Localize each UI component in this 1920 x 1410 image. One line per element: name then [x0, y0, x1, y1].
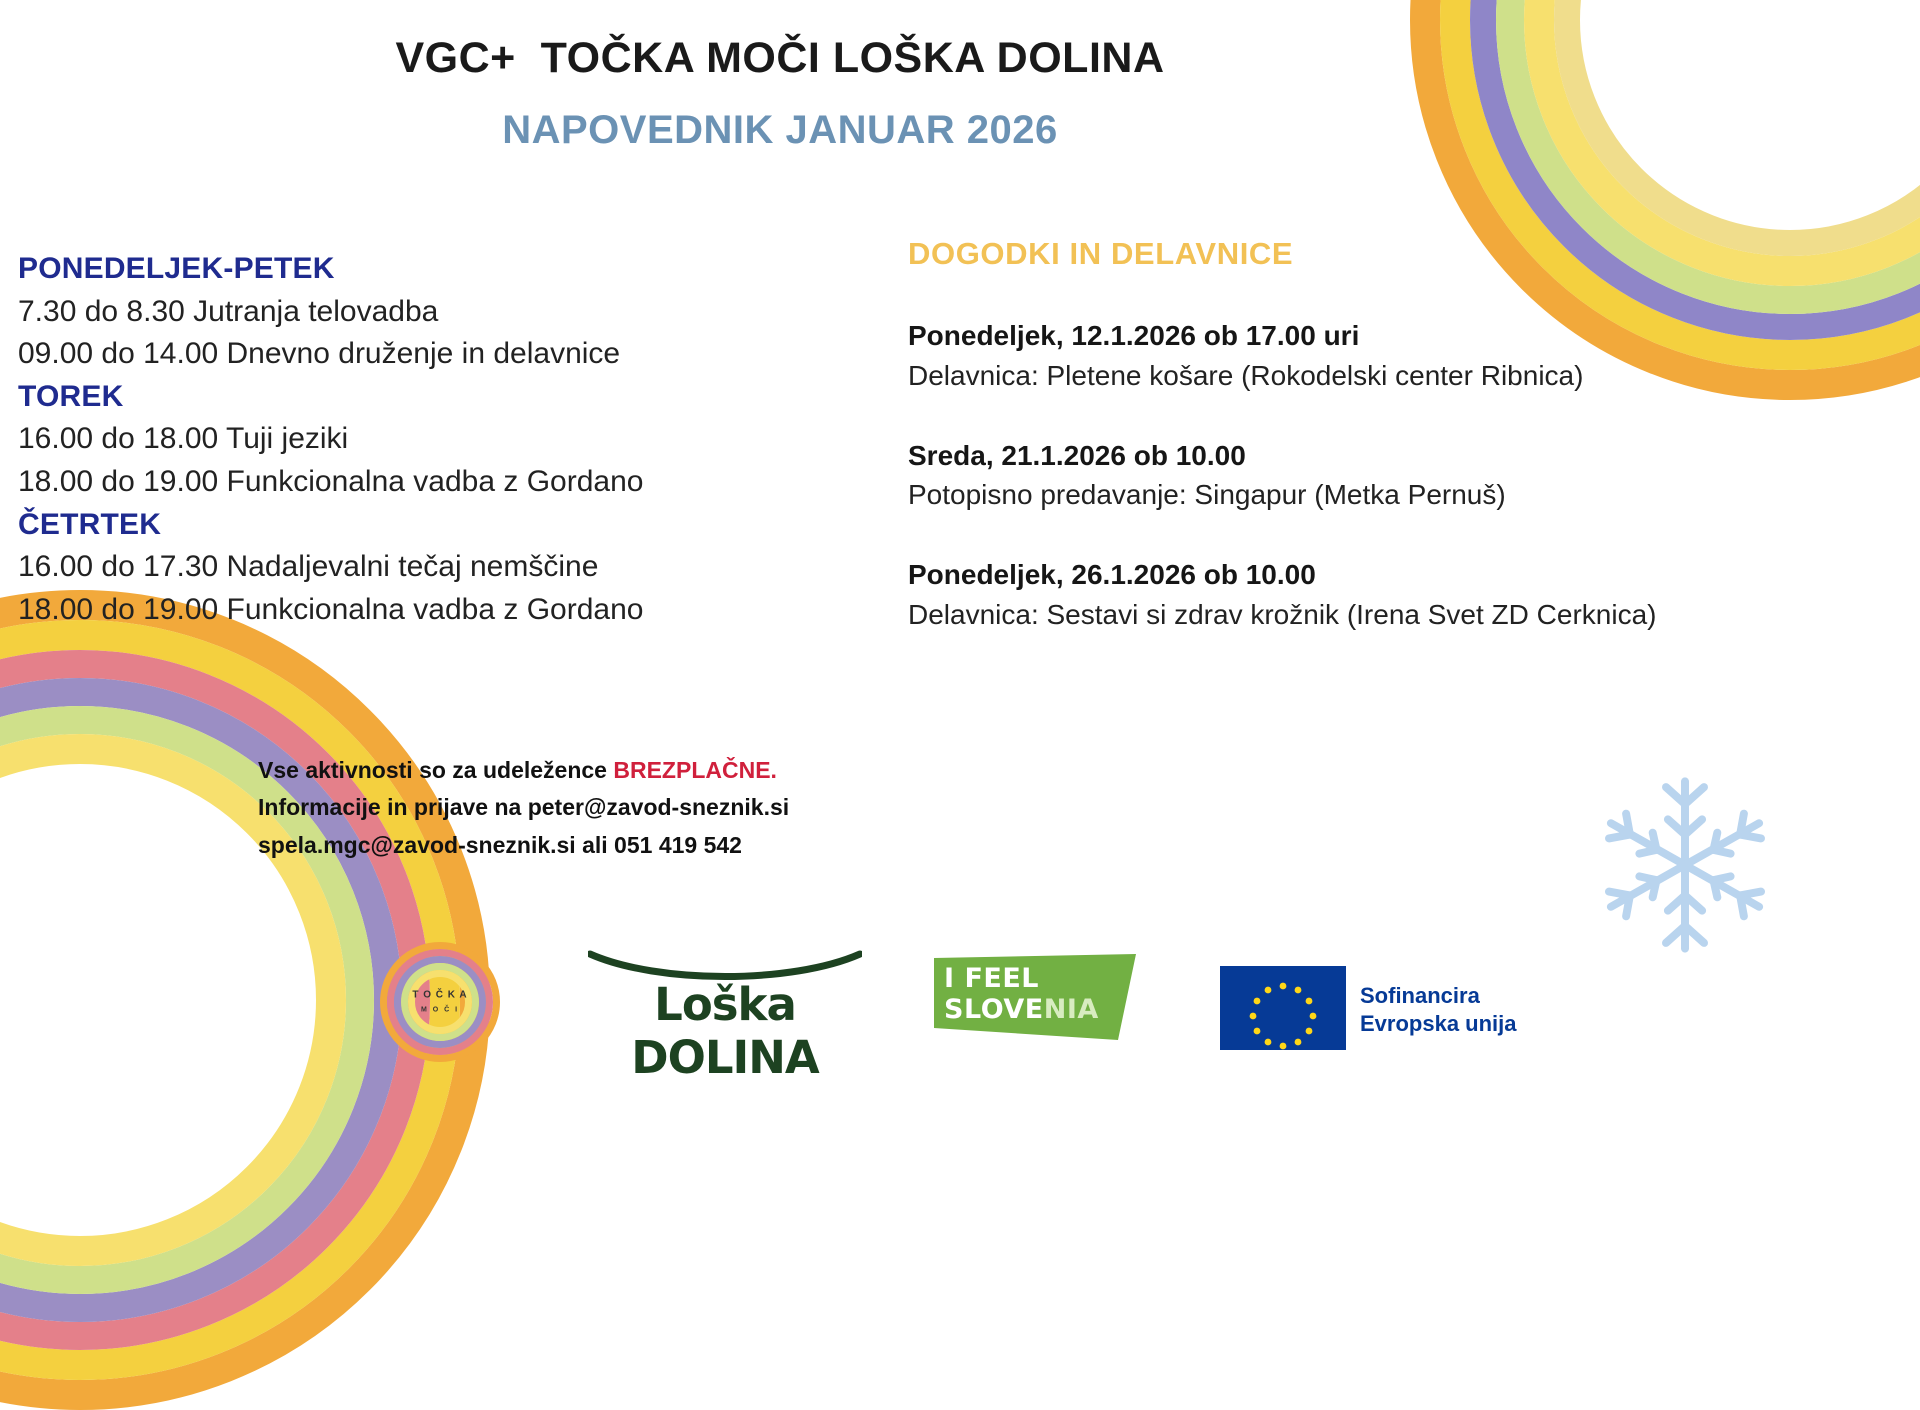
schedule-line: 09.00 do 14.00 Dnevno druženje in delavnice: [18, 337, 621, 371]
schedule-line: 16.00 do 18.00 Tuji jeziki: [18, 422, 349, 456]
eu-line2: Evropska unija: [1360, 1011, 1517, 1037]
event-description: Delavnica: Pletene košare (Rokodelski center Ribnica): [908, 359, 1584, 391]
logo-text-line1: T O Č K A: [412, 989, 468, 1001]
event-datetime: Ponedeljek, 26.1.2026 ob 10.00: [908, 559, 1316, 590]
schedule-day-heading: TOREK: [18, 379, 124, 413]
schedule-line: 7.30 do 8.30 Jutranja telovadba: [18, 294, 439, 328]
schedule-line: 18.00 do 19.00 Funkcionalna vadba z Gordano: [18, 464, 644, 498]
events-section: [908, 236, 1898, 675]
eu-cofunding-logo: [1220, 960, 1540, 1046]
logo-row: [380, 940, 1517, 1084]
event-datetime: Ponedeljek, 12.1.2026 ob 17.00 uri: [908, 320, 1360, 351]
i-feel-slovenia-logo: [930, 954, 1140, 1044]
event-item: [908, 436, 1898, 516]
loska-dolina-wordmark: Loška DOLINA: [631, 978, 819, 1084]
tocka-moci-logo: [380, 942, 500, 1062]
slovenia-line2-bright: SLOVE: [944, 993, 1044, 1025]
note-free-highlight: BREZPLAČNE.: [613, 757, 777, 783]
note-line-phone: spela.mgc@zavod-sneznik.si ali 051 419 542: [258, 831, 742, 858]
logo-text: [380, 989, 500, 1016]
contact-note: [258, 752, 1258, 864]
schedule-day-heading: PONEDELJEK-PETEK: [18, 252, 335, 285]
weekly-schedule: [18, 248, 878, 631]
page-subtitle: NAPOVEDNIK JANUAR 2026: [502, 108, 1058, 152]
note-free-prefix: Vse aktivnosti so za udeležence: [258, 757, 614, 783]
events-heading: DOGODKI IN DELAVNICE: [908, 236, 1294, 271]
slovenia-line2-dim: NIA: [1043, 993, 1099, 1025]
schedule-block: [18, 376, 878, 504]
event-description: Potopisno predavanje: Singapur (Metka Pernuš): [908, 479, 1506, 511]
slovenia-line1: I FEEL: [944, 963, 1039, 994]
page-title: VGC+ TOČKA MOČI LOŠKA DOLINA: [395, 34, 1165, 82]
schedule-line: 18.00 do 19.00 Funkcionalna vadba z Gordano: [18, 592, 644, 626]
note-line-free: [258, 752, 1258, 789]
schedule-block: [18, 504, 878, 632]
slovenia-wordmark: [944, 964, 1099, 1026]
loska-dolina-logo: [580, 948, 870, 1084]
event-item: [908, 555, 1898, 635]
eu-flag-icon: [1220, 966, 1346, 1050]
schedule-day-heading: ČETRTEK: [18, 507, 162, 541]
note-line-email: Informacije in prijave na peter@zavod-sneznik.si: [258, 794, 790, 821]
snowflake-icon: [1590, 770, 1780, 960]
logo-text-line2: M O Č I: [420, 1006, 460, 1013]
schedule-line: 16.00 do 17.30 Nadaljevalni tečaj nemščine: [18, 550, 599, 584]
eu-text: [1360, 982, 1517, 1038]
event-description: Delavnica: Sestavi si zdrav krožnik (Irena Svet ZD Cerknica): [908, 598, 1657, 630]
rainbow-arc: [1554, 0, 1920, 256]
event-item: [908, 316, 1898, 396]
eu-line1: Sofinancira: [1360, 983, 1480, 1008]
event-datetime: Sreda, 21.1.2026 ob 10.00: [908, 439, 1246, 471]
schedule-block: [18, 248, 878, 376]
